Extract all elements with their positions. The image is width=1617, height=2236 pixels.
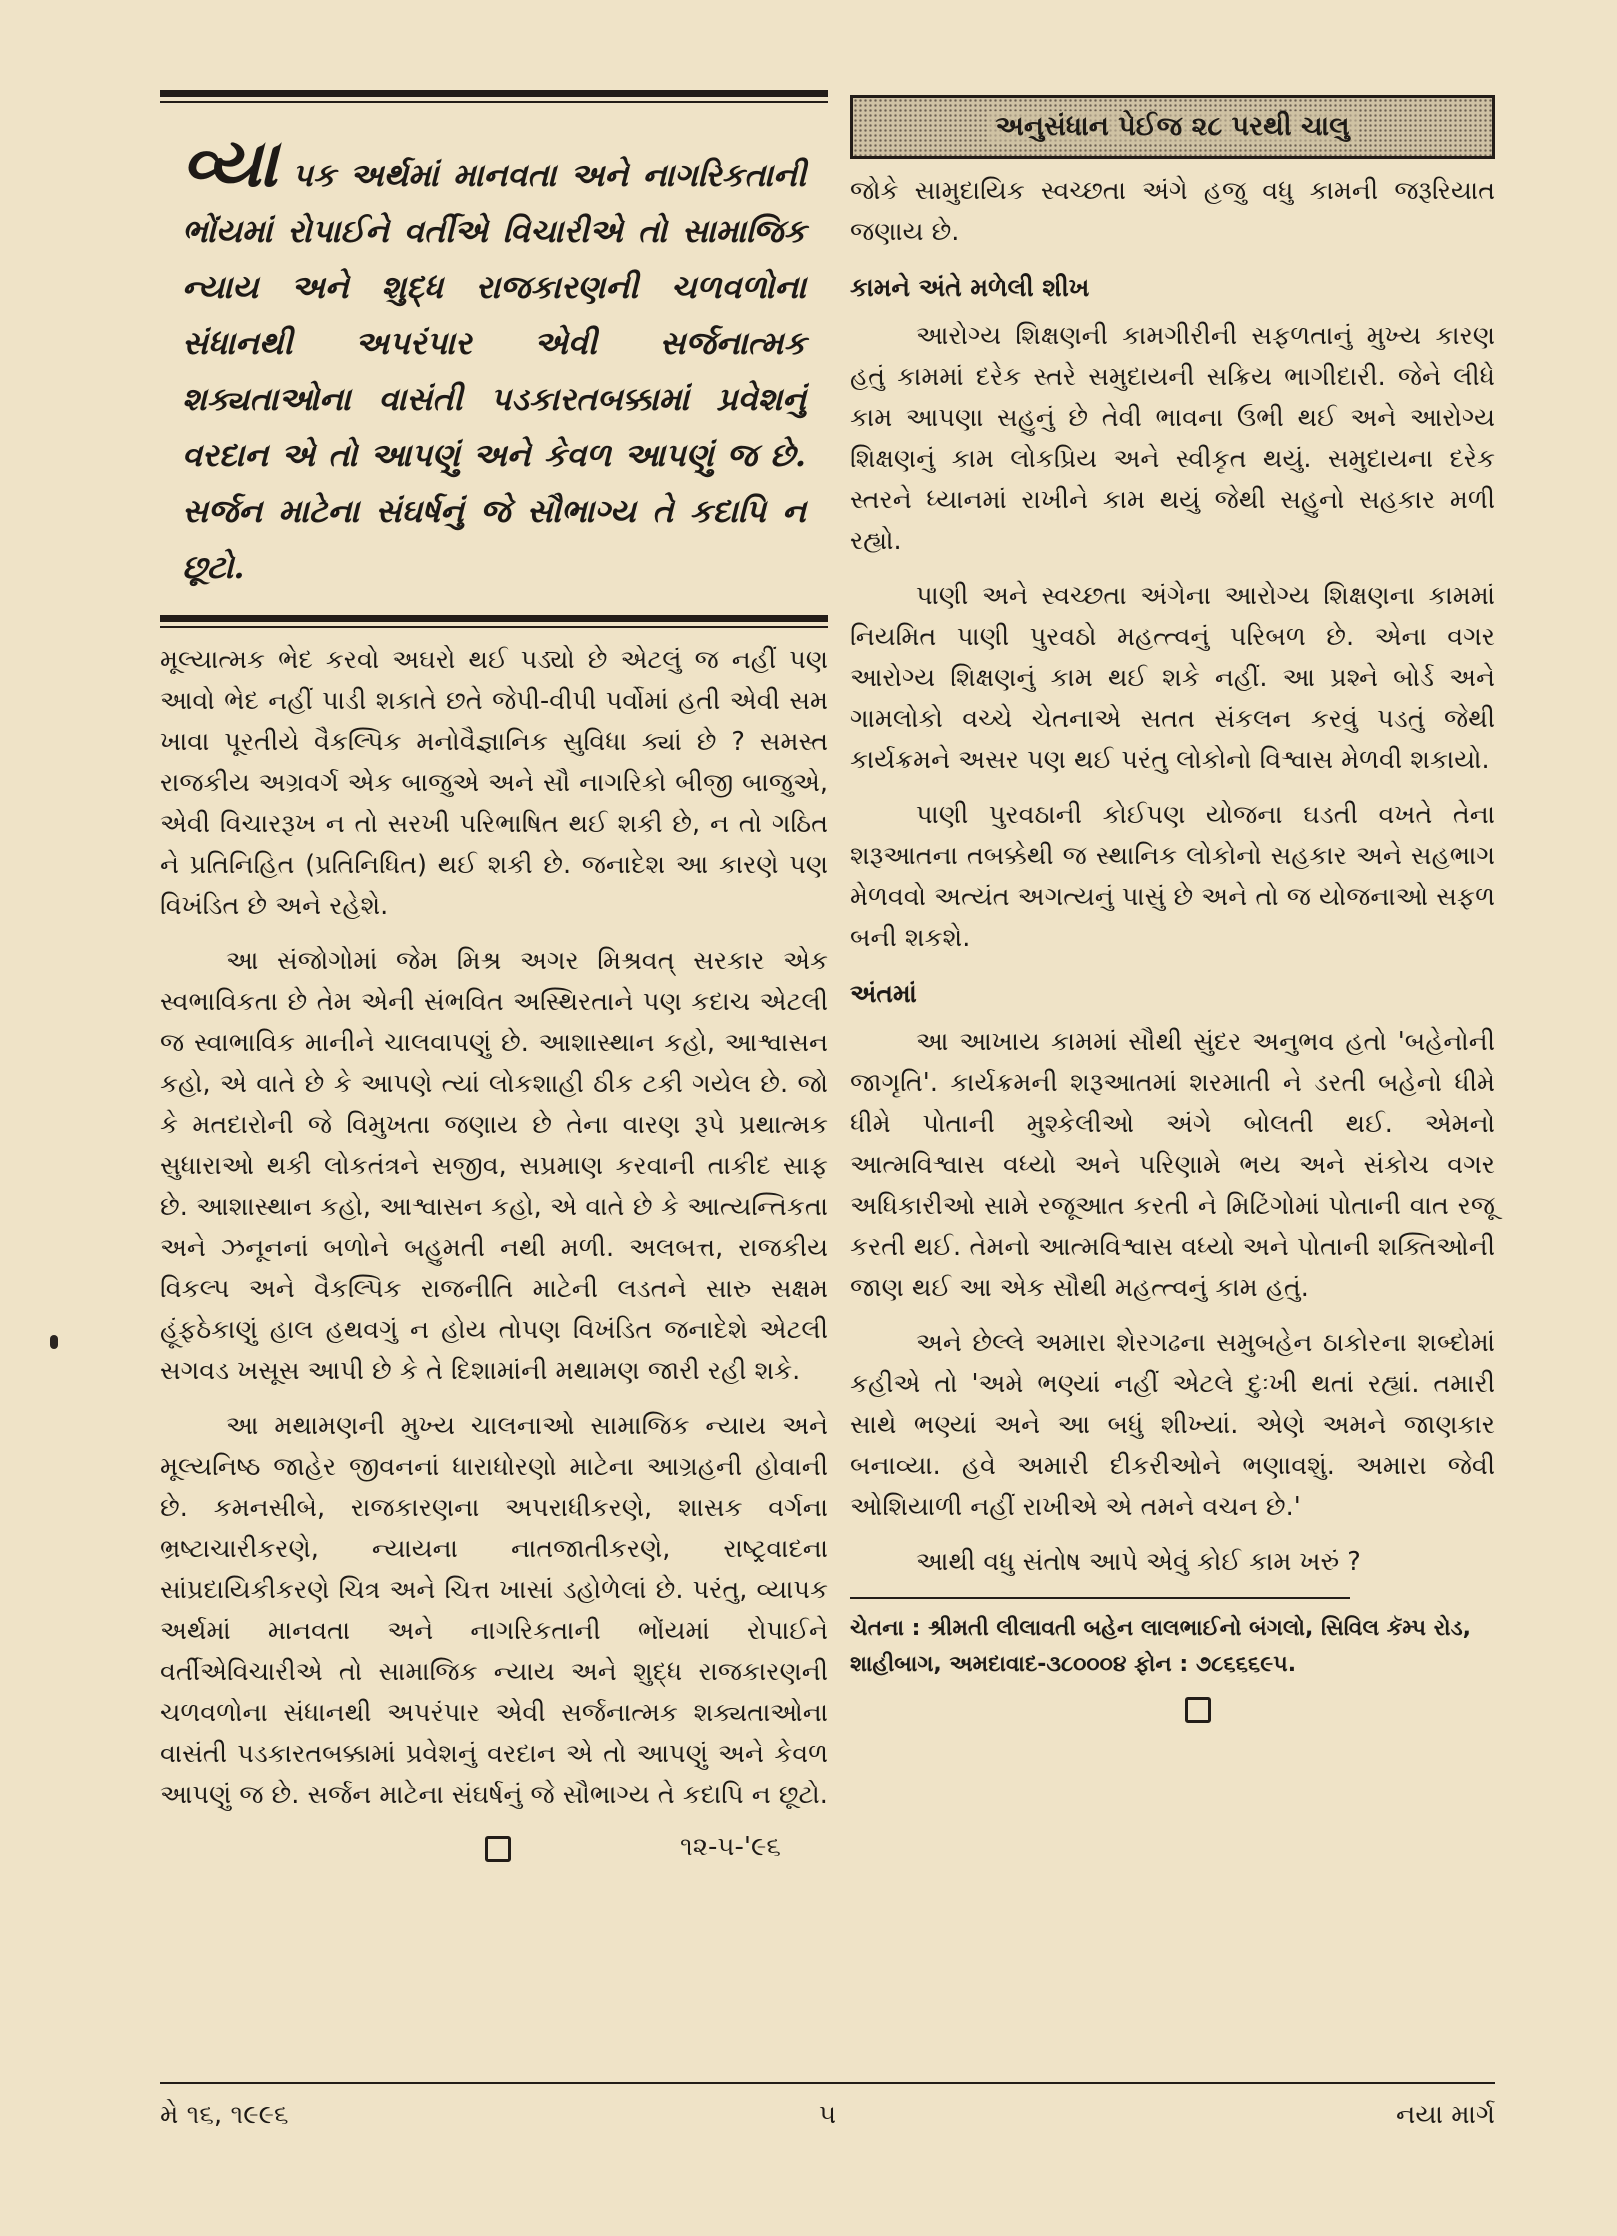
paragraph: પાણી પુરવઠાની કોઈપણ યોજના ઘડતી વખતે તેના શરૂઆતના તબક્કેથી જ સ્થાનિક લોકોનો સહકાર અને સહભાગ મેળવવો અત્યંત અગત્યનું પાસું છે અને તો જ યોજનાઓ સફળ બની શકશે. xyxy=(850,800,1495,953)
signature-rule xyxy=(850,1597,1350,1599)
paragraph: મૂલ્યાત્મક ભેદ કરવો અઘરો થઈ પડ્યો છે એટલું જ નહીં પણ આવો ભેદ નહીં પાડી શકાતે છતે જેપી-વીપી પર્વોમાં હતી એવી સમ ખાવા પૂરતીયે વૈકલ્પિક મનોવૈજ્ઞાનિક સુવિધા ક્યાં છે ? સમસ્ત રાજકીય અગ્રવર્ગ એક બાજુએ અને સૌ નાગરિકો બીજી બાજુએ, એવી વિચારરૂખ ન તો સરખી પરિભાષિત થઈ શકી છે, ન તો ગઠિત ને પ્રતિનિહિત (પ્રતિનિધિત) થઈ શકી છે. જનાદેશ આ કારણે પણ વિખંડિત છે અને રહેશે. xyxy=(160,645,828,921)
footer-rule xyxy=(160,2082,1495,2084)
continued-from-header xyxy=(850,95,1495,159)
left-column xyxy=(160,90,828,1870)
pull-quote-bottom-rule-thin xyxy=(160,626,828,628)
article-end-row xyxy=(160,1830,828,1870)
signature xyxy=(850,1611,1495,1683)
pull-quote-text: પક અર્થમાં માનવતા અને નાગરિકતાની ભોંયમાં રોપાઈને વર્તીએ વિચારીએ તો સામાજિક ન્યાય અને શુદ્ધ રાજકારણની ચળવળોના સંધાનથી અપરંપાર એવી સર્જનાત્મક શક્યતાઓના વાસંતી પડકારતબક્કામાં પ્રવેશનું વરદાન એ તો આપણું અને કેવળ આપણું જ છે. સર્જન માટેના સંઘર્ષનું જે સૌભાગ્ય તે કદાપિ ન છૂટો. xyxy=(182,156,807,586)
right-column xyxy=(850,95,1495,1727)
pull-quote-bottom-rule xyxy=(160,615,828,622)
paragraph: આ સંજોગોમાં જેમ મિશ્ર અગર મિશ્રવત્ સરકાર એક સ્વભાવિકતા છે તેમ એની સંભવિત અસ્થિરતાને પણ કદાચ એટલી જ સ્વાભાવિક માનીને ચાલવાપણું છે. આશાસ્થાન કહો, આશ્વાસન કહો, એ વાતે છે કે આપણે ત્યાં લોકશાહી ઠીક ટકી ગયેલ છે. જો કે મતદારોની જે વિમુખતા જણાય છે તેના વારણ રૂપે પ્રથાત્મક સુધારાઓ થકી લોકતંત્રને સજીવ, સપ્રમાણ કરવાની તાકીદ સાફ છે. આશાસ્થાન કહો, આશ્વાસન કહો, એ વાતે છે કે આત્યન્તિકતા અને ઝનૂનનાં બળોને બહુમતી નથી મળી. અલબત્ત, રાજકીય વિકલ્પ અને વૈકલ્પિક રાજનીતિ માટેની લડતને સારુ સક્ષમ હૂંફઠેકાણું હાલ હથવગું ન હોય તોપણ વિખંડિત જનાદેશે એટલી સગવડ ખસૂસ આપી છે કે તે દિશામાંની મથામણ જારી રહી શકે. xyxy=(160,946,828,1386)
paragraph: આ મથામણની મુખ્ય ચાલનાઓ સામાજિક ન્યાય અને મૂલ્યનિષ્ઠ જાહેર જીવનનાં ધારાધોરણો માટેના આગ્રહની હોવાની છે. કમનસીબે, રાજકારણના અપરાધીકરણે, શાસક વર્ગના ભ્રષ્ટાચારીકરણે, ન્યાયના નાતજાતીકરણે, રાષ્ટ્રવાદના સાંપ્રદાયિકીકરણે ચિત્ર અને ચિત્ત ખાસાં ડહોળેલાં છે. પરંતુ, વ્યાપક અર્થમાં માનવતા અને નાગરિકતાની ભોંયમાં રોપાઈને વર્તીએવિચારીએ તો સામાજિક ન્યાય અને શુદ્ધ રાજકારણની ચળવળોના સંધાનથી અપરંપાર એવી સર્જનાત્મક શક્યતાઓના વાસંતી પડકારતબક્કામાં પ્રવેશનું વરદાન એ તો આપણું અને કેવળ આપણું જ છે. સર્જન માટેના સંઘર્ષનું જે સૌભાગ્ય તે કદાપિ ન છૂટો. xyxy=(160,1411,828,1810)
paragraph: અને છેલ્લે અમારા શેરગઢના સમુબહેન ઠાકોરના શબ્દોમાં કહીએ તો 'અમે ભણ્યાં નહીં એટલે દુઃખી થતાં રહ્યાં. તમારી સાથે ભણ્યાં અને આ બધું શીખ્યાં. એણે અમને જાણકાર બનાવ્યા. હવે અમારી દીકરીઓને ભણાવશું. અમારા જેવી ઓશિયાળી નહીં રાખીએ એ તમને વચન છે.' xyxy=(850,1328,1495,1522)
footer-page-number: ૫ xyxy=(818,2100,837,2130)
signature-address: શ્રીમતી લીલાવતી બહેન લાલભાઈનો બંગલો, સિવિલ કૅમ્પ રોડ, શાહીબાગ, અમદાવાદ-૩૮૦૦૦૪ ફોન : ૭૮૬૬૬૯૫. xyxy=(850,1616,1471,1677)
paragraph: આરોગ્ય શિક્ષણની કામગીરીની સફળતાનું મુખ્ય કારણ હતું કામમાં દરેક સ્તરે સમુદાયની સક્રિય ભાગીદારી. જેને લીધે કામ આપણા સહુનું છે તેવી ભાવના ઉભી થઈ અને આરોગ્ય શિક્ષણનું કામ લોકપ્રિય અને સ્વીકૃત થયું. સમુદાયના દરેક સ્તરને ધ્યાનમાં રાખીને કામ થયું જેથી સહુનો સહકાર મળી રહ્યો. xyxy=(850,321,1495,556)
pull-quote xyxy=(160,103,828,615)
subheading: અંતમાં xyxy=(850,979,917,1008)
signature-label: ચેતના : xyxy=(850,1616,921,1641)
paragraph: આથી વધુ સંતોષ આપે એવું કોઈ કામ ખરું ? xyxy=(916,1547,1361,1577)
footer-publication: નયા માર્ગ xyxy=(1395,2100,1495,2130)
page-footer xyxy=(160,2100,1495,2140)
article-date: ૧૨-૫-'૯૬ xyxy=(680,1832,781,1862)
continued-from-label: અનુસંધાન પેઈજ ૨૮ પરથી ચાલુ xyxy=(987,111,1357,143)
right-body xyxy=(850,171,1495,1583)
end-mark-icon xyxy=(485,1836,511,1862)
article-end-row xyxy=(850,1687,1495,1727)
footer-date: મે ૧૬, ૧૯૯૬ xyxy=(160,2100,289,2130)
top-rule xyxy=(160,90,828,97)
left-body xyxy=(160,640,828,1816)
end-mark-icon xyxy=(1185,1697,1211,1723)
paragraph: પાણી અને સ્વચ્છતા અંગેના આરોગ્ય શિક્ષણના કામમાં નિયમિત પાણી પુરવઠો મહત્ત્વનું પરિબળ છે. એના વગર આરોગ્ય શિક્ષણનું કામ થઈ શકે નહીં. આ પ્રશ્ને બોર્ડ અને ગામલોકો વચ્ચે ચેતનાએ સતત સંકલન કરવું પડતું જેથી કાર્યક્રમને અસર પણ થઈ પરંતુ લોકોનો વિશ્વાસ મેળવી શકાયો. xyxy=(850,581,1495,775)
pull-quote-drop-cap: વ્યા xyxy=(182,124,278,202)
intro-paragraph: જોકે સામુદાયિક સ્વચ્છતા અંગે હજુ વધુ કામની જરૂરિયાત જણાય છે. xyxy=(850,176,1495,247)
subheading: કામને અંતે મળેલી શીખ xyxy=(850,273,1090,302)
ink-speck xyxy=(50,1335,58,1349)
paragraph: આ આખાય કામમાં સૌથી સુંદર અનુભવ હતો 'બહેનોની જાગૃતિ'. કાર્યક્રમની શરૂઆતમાં શરમાતી ને ડરતી બહેનો ધીમે ધીમે પોતાની મુશ્કેલીઓ અંગે બોલતી થઈ. એમનો આત્મવિશ્વાસ વધ્યો અને પરિણામે ભય અને સંકોચ વગર અધિકારીઓ સામે રજૂઆત કરતી ને મિટિંગોમાં પોતાની વાત રજૂ કરતી થઈ. તેમનો આત્મવિશ્વાસ વધ્યો અને પોતાની શક્તિઓની જાણ થઈ આ એક સૌથી મહત્ત્વનું કામ હતું. xyxy=(850,1027,1495,1303)
